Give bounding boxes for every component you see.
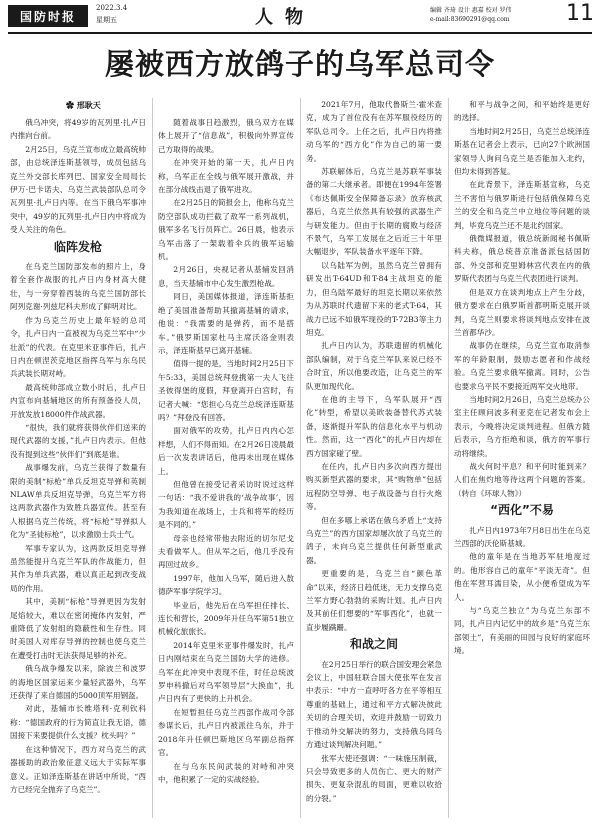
article-paragraph: 在2月25日的简报会上，他称乌克兰防空部队成功拦截了敌军一系列战机，俄军多名飞行员阵亡。26日晨，他表示乌军击落了一架载着伞兵的俄军运输机。 [158,198,294,262]
article-column-3 [306,98,442,816]
article-paragraph: 战火何时平息？和平何时能到来？人们在焦灼地等待这两个问题的答案。（转自《环球人物》） [454,461,590,498]
article-paragraph: 俄乌冲突，将49岁的瓦列里·扎卢日内推向台前。 [10,118,146,141]
column-divider [152,98,153,818]
contact-email: e-mail:83690291@qq.com [430,16,510,23]
article-paragraph: 在冲突开始的第一天，扎卢日内称，乌军正在全线与俄军展开激战，并在部分战线击退了俄军进攻。 [158,158,294,195]
article-paragraph: 值得一提的是，当地时间2月25日下午5:33，美国总统拜登携第一夫人飞往圣彼得堡的度假，拜登离开白宫时，有记者大喊：“您担心乌克兰总统泽连斯基吗？”拜登没有回答。 [158,359,294,422]
editor-credits: 编辑 齐琦 设计 惠嘉 校对 罗伟 [430,7,512,14]
article-paragraph: 以乌陆军为例，虽然乌克兰曾拥有研发出T-64UD和T-84主战坦克的能力，但乌陆军最好的坦克长期以来依然为从苏联时代遗留下来的老式T-64，其战力已远不如俄军现役的T-72B3等主力坦克。 [306,260,442,337]
page-header [0,0,600,32]
article-column-4 [454,98,590,816]
article-paragraph: 作为乌克兰历史上最年轻的总司令，扎卢日内一直被视为乌克兰军中“少壮派”的代表。在克里米亚事件后，扎卢日内在顿涅茨克地区指挥乌军与东乌民兵武装长期对峙。 [10,315,146,379]
article-paragraph: 俄乌战争爆发以来，除波兰和波罗的海地区国家运来少量轻武器外，乌军还获得了来自德国的5000顶军用钢盔。 [10,664,146,701]
section-subhead: 和战之间 [349,637,398,652]
header-rule [8,32,592,34]
article-paragraph: 2014年克里米亚事件爆发时，扎卢日内刚结束在乌克兰国防大学的进修。乌军在此冲突中表现不佳，时任总统波罗申科撤后对乌军领导层“大换血”，扎卢日内有了更快的上升机会。 [158,640,294,704]
article-paragraph: 与“乌克兰独立”为乌克兰东部不同，扎卢日内记忆中的故乡是“乌克兰东部领土”，有美丽的田园与良好的家庭环境。 [454,606,590,656]
article-paragraph: 但他曾在接受记者采访时说过这样一句话：“我不爱讲我的‘战争故事’，因为我知道在战场上，士兵和将军的经历是不同的。” [158,479,294,530]
article-paragraph: 和平与战争之间，和平始终是更好的选择。 [454,100,590,123]
section-subhead: 临阵发枪 [53,239,102,254]
article-paragraph: 俄微媒报道，俄总统新闻秘书佩斯科夫称，俄总统普京准备派包括国防部、外交部和克里姆林宫代表在内的俄罗斯代表团与乌克兰代表团进行谈判。 [454,234,590,284]
article-paragraph: 在乌克兰国防部发布的照片上，身着全套作战服的扎卢日内身材高大健壮，与一旁穿着西装的乌克兰国防部长阿列克谢·列兹尼科夫形成了鲜明对比。 [10,262,146,312]
article-paragraph: 在他的主导下，乌军队展开“西化”转型，希望以美欧装备替代苏式装备，逐渐提升军队的信息化水平与机动性。然而，这一“西化”的扎卢日内却在西方国家碰了壁。 [306,394,442,458]
article-paragraph: 2月26日，央视记者从基辅发回消息，当天基辅市中心发生激烈枪战。 [158,265,294,288]
article-paragraph: 随着战事日趋激烈，俄乌双方在媒体上展开了“信息战”，积极向外界宣传己方取得的战果。 [158,118,294,154]
article-paragraph: 面对俄军的攻势，扎卢日内内心怎样想，人们不得而知。在2月26日凌晨最后一次发表讲话后，他再未出现在媒体上。 [158,426,294,476]
issue-date: 2022.3.4 [96,4,128,12]
article-paragraph: 2月25日，乌克兰宣布成立最高统帅部，由总统泽连斯基领导，成员包括乌克兰外交部长库列巴、国家安全局局长伊万·巴卡诺夫、乌克兰武装部队总司令瓦列里·扎卢日内等。在当下俄乌军事冲突中，49岁的瓦列里·扎卢日内中将成为受人关注的角色。 [10,144,146,235]
page-number: 11 [566,1,594,26]
newspaper-masthead: 国防时报 [8,5,88,27]
article-paragraph: 2021年7月，他取代鲁斯兰·霍米查克，成为了首位没有在苏军服役经历的军队总司令。上任之后，扎卢日内将推动乌军的“西方化”作为自己的第一要务。 [306,100,442,163]
column-divider [300,98,301,818]
article-paragraph: “很快，我们就将获得伙伴们送来的现代武器的支援，”扎卢日内表示。但他没有提到这些“伙伴们”到底是谁。 [10,422,146,459]
article-paragraph: 苏联解体后，乌克兰是苏联军事装备的第二大继承者。即便在1994年签署《布达佩斯安全保障备忘录》放弃核武器后，乌克兰依然具有较强的武器生产与研发能力。但由于长期的腐败与经济不景气，乌军工发展在之后近三十年里大幅退步，军队装备水平逐年下降。 [306,167,442,257]
article-paragraph: 当地时间2月26日，乌克兰总统办公室主任顾问波多利亚克在记者发布会上表示，今晚将决定谈判进程。但俄方随后表示，乌方拒绝和谈，俄方的军事行动将继续。 [454,394,590,458]
article-paragraph: 在这种情况下，西方对乌克兰的武器援助的政治象征意义远大于实际军事意义。正如泽连斯基在讲话中所说，“西方已经完全抛弃了乌克兰”。 [10,744,146,794]
article-paragraph: 他的童年是在当地苏军驻地度过的。他形容自己的童年“平淡无奇”。但他在军营耳濡目染，从小便希望成为军人。 [454,552,590,602]
article-paragraph: 在短暂担任乌克兰西部作战司令部参谋长后，扎卢日内被派往乌东，并于2018年升任顿巴斯地区乌军副总指挥官。 [158,707,294,758]
article-paragraph: 但在多哪上承诺在俄乌矛盾上“支持乌克兰”的西方国家却屡次放了乌克兰的鸽子，未向乌克兰提供任何新型重武器。 [306,515,442,565]
article-paragraph: 在2月25日举行的联合国安理会紧急会议上，中国驻联合国大使张军在发言中表示：“中方一直呼吁各方在平等相互尊重的基础上，通过和平方式解决彼此关切的合理关切，欢迎并鼓励一切致力于推动外交解决的努力，支持俄乌同乌方通过谈判解决问题。” [306,659,442,750]
article-paragraph: 扎卢日内1973年7月8日出生在乌克兰西部的沃伦斯基城。 [454,525,590,548]
article-paragraph: 在此背景下，泽连斯基宣称，乌克兰不害怕与俄罗斯进行包括俄保障乌克兰的安全和乌克兰中立地位等问题的谈判，毕竟乌克兰还不是北约国家。 [454,180,590,230]
article-paragraph: 战事爆发前，乌克兰获得了数量有限的美制“标枪”单兵反坦克导弹和英制NLAW单兵反坦克导弹，乌克兰军方将这两款武器作为致胜兵器宣传。甚至有人根据乌克兰传统，将“标枪”导弹拟人化为“圣徒标枪”，以求激励士兵士气。 [10,463,146,540]
section-title: 人物 [255,7,315,28]
article-paragraph: 战事仍在继续，乌克兰宣布取消参军的年龄限制，鼓励志愿者和作战经验。乌克兰要求俄军撤离。同时，公告也要求乌平民不要接近两军交火地带。 [454,341,590,391]
article-column-2 [158,116,294,816]
article-paragraph: 1997年，他加入乌军，随后进入敖德萨军事学院学习。 [158,573,294,597]
article-paragraph: 对此，基辅市长维塔利·克利钦科称：“德国政府的行为简直让我无语，德国接下来要提供什么支援？枕头吗？” [10,704,146,741]
column-divider [448,98,449,818]
article-paragraph: 其中，美制“标枪”导弹更因为发射尾焰较大，难以在密闭掩体内发射，严重降低了发射组的隐蔽性和生存性。同时美国人对库存导弹的控制也使乌克兰在遭受打击时无法获得足够的补充。 [10,597,146,660]
article-paragraph: 张军大使还强调：“一味施压制裁，只会导致更多的人员伤亡、更大的财产损失、更复杂混乱的局面，更难以收拾的分裂。” [306,753,442,803]
article-column-1 [10,116,146,816]
article-paragraph: 在与乌东民间武装的对峙和冲突中，他积累了一定的实战经验。 [158,761,294,784]
article-headline: 屡被西方放鸽子的乌军总司令 [104,47,495,81]
article-paragraph: 扎卢日内认为，苏联遗留的机械化部队编制，对于乌克兰军队来说已经不合时宜，所以他要改造，让乌克兰的军队更加现代化。 [306,341,442,391]
article-paragraph: 毕业后，他先后在乌军担任排长、连长和营长，2009年升任乌军第51独立机械化旅旅长。 [158,600,294,637]
issue-weekday: 星期五 [96,16,117,24]
section-subhead: “西化”不易 [490,503,554,518]
article-byline: ✿ 邢耿天 [66,100,101,110]
article-paragraph: 最高统帅部成立数小时后，扎卢日内宣布向基辅地区的所有预备役人员，开放发放18000件作战武器。 [10,382,146,419]
article-paragraph: 在任内，扎卢日内多次向西方提出购买新型武器的要求，其“购物单”包括远程防空导弹、电子战设备与自行火炮等。 [306,461,442,512]
article-paragraph: 母亲也经常带他去附近的切尔尼戈夫看做军人。但从军之后，他几乎没有再回过故乡。 [158,533,294,570]
article-paragraph: 军事专家认为，这两款反坦克导弹虽然能提升乌克兰军队的作战能力，但其作为单兵武器，难以真正起到改变战局的作用。 [10,543,146,593]
article-paragraph: 同日，美国媒体报道，泽连斯基拒绝了美国准备帮助其撤离基辅的请求，他说：“我需要的是弹药，而不是搭车。”俄罗斯国家杜马主席沃洛金则表示，泽连斯基早已离开基辅。 [158,292,294,355]
article-paragraph: 但是双方在谈判地点上产生分歧，俄方要求在白俄罗斯首都明斯克展开谈判，乌克兰则要求将谈判地点安排在波兰首都华沙。 [454,287,590,337]
article-paragraph: 当地时间2月25日，乌克兰总统泽连斯基在记者会上表示，已向27个欧洲国家领导人询问乌克兰是否能加入北约，但均未得到答复。 [454,126,590,177]
article-paragraph: 更重要的是，乌克兰自“颜色革命”以来，经济日趋低迷，无力支撑乌克兰军方野心勃勃的采购计划。扎卢日内及其前任们想要的“军事西化”，也就一直步履蹒跚。 [306,569,442,632]
